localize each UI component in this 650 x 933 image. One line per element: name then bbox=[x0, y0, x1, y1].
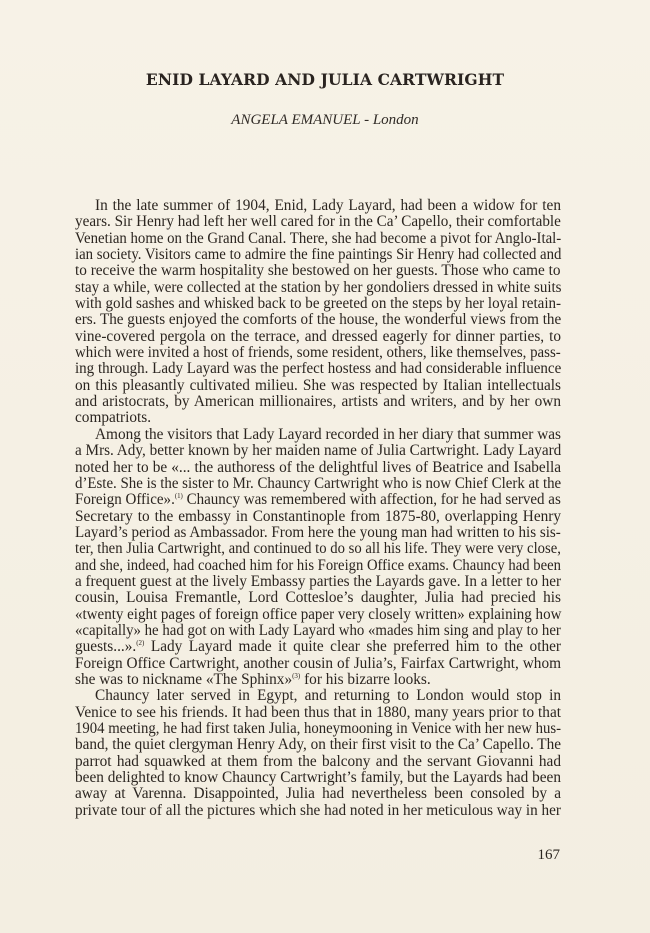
body-line-text: been delighted to know Chauncy Cartwright’s family, but the Layards had been bbox=[75, 769, 561, 787]
body-line-text: 1904 meeting, he had first taken Julia, honeymooning in Venice with her new hus- bbox=[75, 720, 561, 737]
body-line-text: Foreign Office». bbox=[75, 491, 175, 509]
body-line-text: stay a while, were collected at the station by her gondoliers dressed in white suits bbox=[75, 278, 562, 296]
body-line-text: on this pleasantly cultivated milieu. She was respected by Italian intellectuals bbox=[75, 376, 561, 394]
body-line bbox=[75, 460, 561, 476]
body-line-text: In the late summer of 1904, Enid, Lady Layard, had been a widow for ten bbox=[95, 197, 561, 214]
body-line bbox=[75, 607, 561, 623]
body-line-text-cont: for his bizarre looks. bbox=[300, 670, 431, 688]
body-line-text: compatriots. bbox=[75, 409, 152, 427]
body-line bbox=[75, 623, 561, 639]
body-line-text: away at Varenna. Disappointed, Julia had nevertheless been consoled by a bbox=[75, 785, 561, 803]
body-line-text: ers. The guests enjoyed the comforts of the house, the wonderful views from the bbox=[75, 311, 562, 329]
body-line-text: ian society. Visitors came to admire the fine paintings Sir Henry had collected and bbox=[75, 246, 562, 264]
body-line-text: Venetian home on the Grand Canal. There, she had become a pivot for Anglo-Ital- bbox=[75, 229, 562, 247]
body-line-text: d’Este. She is the sister to Mr. Chauncy Cartwright who is now Chief Clerk at the bbox=[75, 474, 562, 492]
footnote-marker: (2) bbox=[136, 639, 145, 648]
page-number: 167 bbox=[537, 847, 560, 863]
body-line-text: «twenty eight pages of foreign office paper very closely written» explaining how bbox=[75, 605, 562, 623]
body-line bbox=[75, 672, 561, 688]
body-line-text: ing through. Lady Layard was the perfect hostess and had considerable influence bbox=[75, 360, 562, 378]
body-line-text: private tour of all the pictures which she had noted in her meticulous way in her bbox=[75, 801, 561, 819]
body-line bbox=[75, 247, 561, 263]
body-line bbox=[75, 427, 561, 443]
body-line bbox=[75, 312, 561, 328]
body-line-text: Secretary to the embassy in Constantinople from 1875-80, overlapping Henry bbox=[75, 507, 561, 525]
body-line-text: noted her to be «... the authoress of the delightful lives of Beatrice and Isabella bbox=[75, 458, 561, 476]
body-line bbox=[75, 378, 561, 394]
body-line bbox=[75, 296, 561, 312]
article-body bbox=[75, 198, 561, 819]
body-line-text: Layard’s period as Ambassador. From here the young man had written to his sis- bbox=[75, 523, 561, 541]
body-line bbox=[75, 656, 561, 672]
body-line-text: Among the visitors that Lady Layard recorded in her diary that summer was bbox=[95, 425, 561, 443]
body-line-text: cousin, Louisa Fremantle, Lord Cottesloe’s daughter, Julia had precied his bbox=[75, 589, 561, 607]
body-line bbox=[75, 525, 561, 541]
body-line bbox=[75, 754, 561, 770]
body-line bbox=[75, 214, 561, 230]
body-line-text: with gold sashes and whisked back to be greeted on the steps by her loyal retain- bbox=[75, 295, 562, 313]
body-line bbox=[75, 476, 561, 492]
body-line bbox=[75, 443, 561, 459]
body-line-text: a Mrs. Ady, better known by her maiden name of Julia Cartwright. Lady Layard bbox=[75, 442, 562, 460]
body-line-text: Foreign Office Cartwright, another cousin of Julia’s, Fairfax Cartwright, whom bbox=[75, 654, 561, 672]
body-line bbox=[75, 492, 561, 508]
body-line bbox=[75, 558, 561, 574]
body-line-text: ter, then Julia Cartwright, and continued to do so all his life. They were very close, bbox=[75, 540, 561, 558]
body-line bbox=[75, 705, 561, 721]
body-line bbox=[75, 410, 561, 426]
body-line-text: which were invited a host of friends, some resident, others, like themselves, pass- bbox=[75, 344, 561, 362]
body-line-text: to receive the warm hospitality she bestowed on her guests. Those who came to bbox=[75, 262, 561, 280]
body-line bbox=[75, 280, 561, 296]
body-line bbox=[75, 786, 561, 802]
body-line bbox=[75, 361, 561, 377]
footnote-marker: (1) bbox=[174, 492, 183, 501]
article-title: ENID LAYARD AND JULIA CARTWRIGHT bbox=[145, 70, 505, 89]
body-line bbox=[75, 231, 561, 247]
body-line bbox=[75, 590, 561, 606]
body-line-text: a frequent guest at the lively Embassy parties the Layards gave. In a letter to her bbox=[75, 572, 562, 590]
body-line bbox=[75, 198, 561, 214]
body-line-text: years. Sir Henry had left her well cared for in the Ca’ Capello, their comfortable bbox=[75, 213, 561, 231]
body-line bbox=[75, 737, 561, 753]
body-line bbox=[75, 639, 561, 655]
body-line bbox=[75, 541, 561, 557]
body-line bbox=[75, 803, 561, 819]
body-line-text: Venice to see his friends. It had been thus that in 1880, many years prior to that bbox=[75, 703, 561, 721]
body-line-text: Chauncy later served in Egypt, and returning to London would stop in bbox=[95, 687, 561, 705]
footnote-marker: (3) bbox=[292, 671, 301, 680]
body-line-text: «capitally» he had got on with Lady Layard who «mades him sing and play to her bbox=[75, 621, 561, 639]
body-line bbox=[75, 574, 561, 590]
body-line-text: and she, indeed, had coached him for his Foreign Office exams. Chauncy had been bbox=[75, 556, 561, 574]
body-line-text-cont: Lady Layard made it quite clear she preferred him to the other bbox=[144, 638, 561, 656]
body-line-text: band, the quiet clergyman Henry Ady, on their first visit to the Ca’ Capello. The bbox=[75, 736, 561, 754]
body-line bbox=[75, 345, 561, 361]
body-line-text-cont: Chauncy was remembered with affection, for he had served as bbox=[182, 491, 561, 509]
body-line-text: parrot had squawked at them from the balcony and the servant Giovanni had bbox=[75, 752, 561, 770]
body-line-text: vine-covered pergola on the terrace, and dressed eagerly for dinner parties, to bbox=[75, 327, 561, 345]
body-line bbox=[75, 394, 561, 410]
body-line-text: guests...». bbox=[75, 638, 137, 656]
body-line-text: and aristocrats, by American millionaires, artists and writers, and by her own bbox=[75, 393, 561, 411]
body-line bbox=[75, 509, 561, 525]
article-author: ANGELA EMANUEL - London bbox=[231, 112, 419, 128]
body-line-text: she was to nickname «The Sphinx» bbox=[75, 670, 293, 688]
body-line bbox=[75, 263, 561, 279]
body-line bbox=[75, 688, 561, 704]
body-line bbox=[75, 721, 561, 737]
body-line bbox=[75, 770, 561, 786]
body-line bbox=[75, 329, 561, 345]
